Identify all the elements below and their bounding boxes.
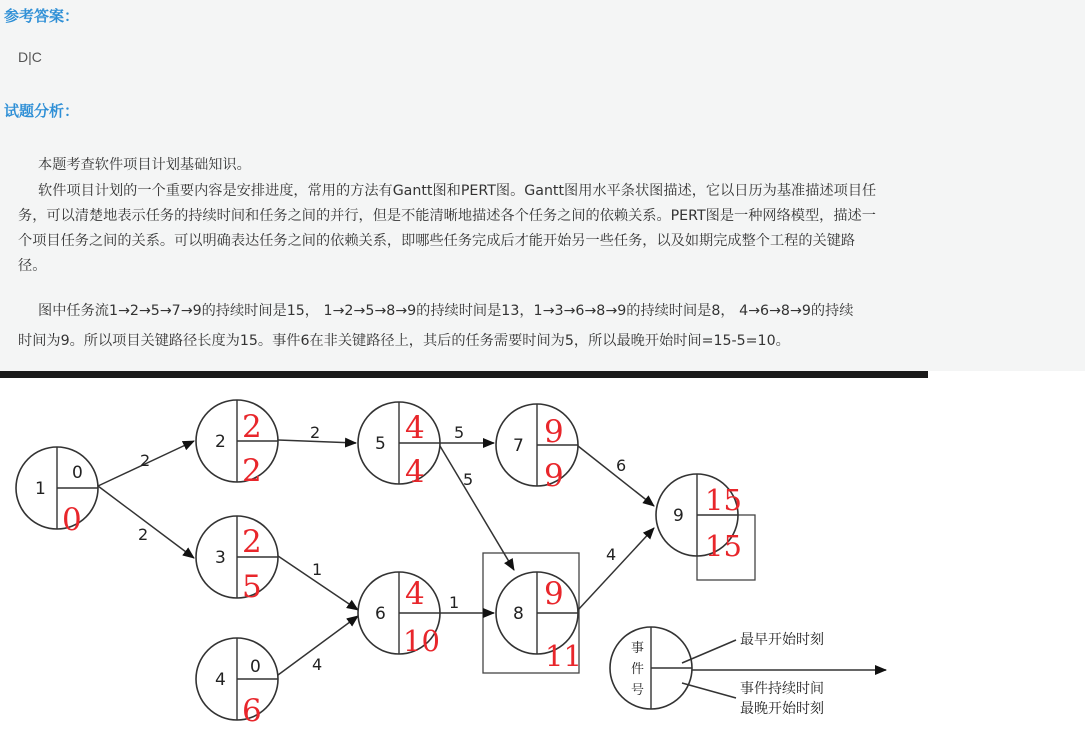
question-analysis-panel xyxy=(0,0,1085,371)
node-7 xyxy=(496,404,578,494)
edge-weight-7-9: 6 xyxy=(616,456,627,475)
answer-heading: 参考答案： xyxy=(4,8,80,25)
edge-7-9 xyxy=(578,446,654,506)
pert-diagram-image xyxy=(0,371,928,743)
node-earliest: 2 xyxy=(242,409,262,445)
legend-pointer-latest xyxy=(682,683,736,698)
node-latest: 9 xyxy=(544,458,564,494)
analysis-line: 时间为9。所以项目关键路径长度为15。事件6在非关键路径上，其后的任务需要时间为5，所以最晚开始时间=15-5=10。 xyxy=(18,333,790,349)
edge-8-9 xyxy=(578,528,654,610)
node-id: 7 xyxy=(513,436,524,456)
edge-weight-3-6: 1 xyxy=(312,560,323,579)
node-earliest: 2 xyxy=(242,524,262,560)
legend-event-char: 件 xyxy=(631,662,645,677)
node-id: 1 xyxy=(35,479,46,499)
node-5 xyxy=(358,402,440,490)
node-id: 9 xyxy=(673,506,684,526)
edge-weight-6-8: 1 xyxy=(449,593,460,612)
edge-weight-8-9: 4 xyxy=(606,545,617,564)
node-earliest: 15 xyxy=(705,483,742,517)
analysis-line: 径。 xyxy=(18,258,47,274)
node-id: 5 xyxy=(375,434,386,454)
legend xyxy=(610,627,824,717)
edge-weight-5-8: 5 xyxy=(463,470,474,489)
edge-weight-1-2: 2 xyxy=(140,451,151,470)
node-id: 8 xyxy=(513,604,524,624)
node-latest: 2 xyxy=(242,453,262,489)
analysis-line: 个项目任务之间的关系。可以明确表达任务之间的依赖关系，即哪些任务完成后才能开始另一些任务，以及如期完成整个工程的关键路 xyxy=(18,233,856,249)
node-earliest: 4 xyxy=(405,576,425,612)
node-latest: 6 xyxy=(242,693,262,729)
legend-event-char: 号 xyxy=(631,683,645,698)
node-id: 4 xyxy=(215,670,226,690)
node-latest: 4 xyxy=(405,454,425,490)
node-8 xyxy=(496,572,582,673)
node-latest: 10 xyxy=(403,624,440,658)
analysis-line: 务，可以清楚地表示任务的持续时间和任务之间的并行，但是不能清晰地描述各个任务之间的依赖关系。PERT图是一种网络模型，描述一 xyxy=(18,208,876,224)
edge-weight-4-6: 4 xyxy=(312,655,323,674)
analysis-line: 图中任务流1→2→5→7→9的持续时间是15， 1→2→5→8→9的持续时间是13，1→3→6→8→9的持续时间是8， 4→6→8→9的持续 xyxy=(38,303,854,319)
legend-latest-label: 最晚开始时刻 xyxy=(740,701,824,717)
node-latest: 5 xyxy=(242,569,262,605)
legend-earliest-label: 最早开始时刻 xyxy=(740,632,824,648)
node-earliest: 4 xyxy=(405,410,425,446)
legend-duration-label: 事件持续时间 xyxy=(740,681,824,697)
node-earliest: 0 xyxy=(72,463,83,483)
node-earliest: 9 xyxy=(544,576,564,612)
node-4 xyxy=(196,638,278,729)
analysis-line: 软件项目计划的一个重要内容是安排进度，常用的方法有Gantt图和PERT图。Gantt图用水平条状图描述，它以日历为基准描述项目任 xyxy=(38,183,877,199)
node-latest: 15 xyxy=(705,529,742,563)
edge-weight-1-3: 2 xyxy=(138,525,149,544)
pert-diagram xyxy=(0,378,928,743)
node-id: 6 xyxy=(375,604,386,624)
node-2 xyxy=(196,400,278,489)
node-earliest: 0 xyxy=(250,657,261,677)
edge-weight-2-5: 2 xyxy=(310,423,321,442)
node-1 xyxy=(16,447,98,538)
node-latest: 0 xyxy=(62,502,82,538)
node-9 xyxy=(656,474,742,563)
legend-event-char: 事 xyxy=(631,641,645,656)
node-latest: 11 xyxy=(545,639,582,673)
node-6 xyxy=(358,572,440,658)
edge-1-3 xyxy=(98,486,194,558)
analysis-heading: 试题分析： xyxy=(4,103,80,120)
node-id: 3 xyxy=(215,548,226,568)
edge-weight-5-7: 5 xyxy=(454,423,465,442)
analysis-line: 本题考查软件项目计划基础知识。 xyxy=(38,157,251,173)
node-id: 2 xyxy=(215,432,226,452)
answer-value: D|C xyxy=(18,49,42,65)
legend-pointer-earliest xyxy=(682,640,736,663)
node-earliest: 9 xyxy=(544,414,564,450)
node-3 xyxy=(196,516,278,605)
